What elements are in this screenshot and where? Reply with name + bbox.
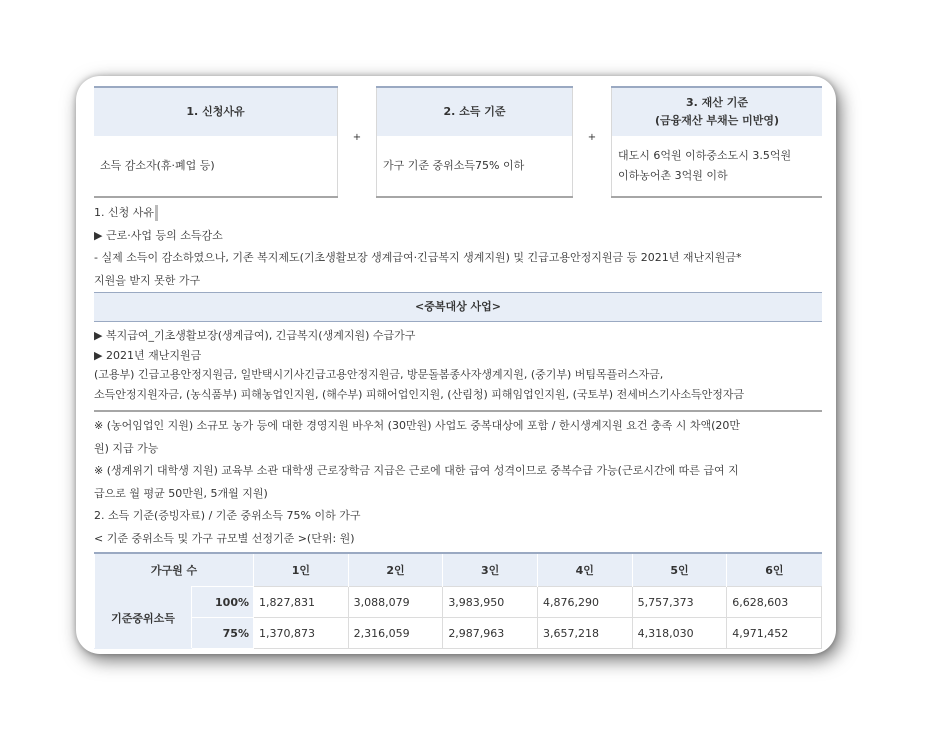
plus-sign-1: +	[338, 87, 377, 197]
asset-value-line1: 대도시 6억원 이하중소도시 3.5억원	[618, 149, 792, 162]
duplicate-line-2: ▶ 2021년 재난지원금	[94, 348, 202, 362]
note2-line2: 급으로 월 평균 50만원, 5개월 지원)	[94, 486, 268, 500]
header-4-person: 4인	[537, 553, 632, 587]
section1-bullet: ▶ 근로·사업 등의 소득감소	[94, 228, 223, 242]
table-cell: 2,316,059	[348, 618, 443, 649]
header-6-person: 6인	[727, 553, 822, 587]
table-cell: 6,628,603	[727, 587, 822, 618]
asset-header-line1: 3. 재산 기준	[686, 96, 748, 109]
table-cell: 3,657,218	[537, 618, 632, 649]
section1-title-row	[94, 202, 822, 225]
duplicate-line-3: (고용부) 긴급고용안정지원금, 일반택시기사긴급고용안정지원금, 방문돌봄종사자생계지원, (중기부) 버팀목플러스자금,	[94, 368, 664, 381]
criteria-value-reason: 소득 감소자(휴·폐업 등)	[94, 136, 338, 197]
document-card	[76, 76, 836, 654]
criteria-value-income: 가구 기준 중위소득75% 이하	[377, 136, 573, 197]
section1-desc-line1: - 실제 소득이 감소하였으나, 기존 복지제도(기초생활보장 생계급여·긴급복지 생계지원) 및 긴급고용안정지원금 등 2021년 재난지원금*	[94, 251, 742, 264]
table-cell: 4,971,452	[727, 618, 822, 649]
section1-desc-line2: 지원을 받지 못한 가구	[94, 273, 201, 287]
duplicate-line-1: ▶ 복지급여_기초생활보장(생계급여), 긴급복지(생계지원) 수급가구	[94, 329, 416, 342]
note1-line2: 원) 지급 가능	[94, 441, 159, 455]
row-pct-100: 100%	[192, 587, 254, 618]
duplicate-line-4: 소득안정지원자금, (농식품부) 피해농업인지원, (해수부) 피해어업인지원, (산림청) 피해임업인지원, (국토부) 전세버스기사소득안정자금	[94, 387, 745, 401]
criteria-header-asset	[612, 87, 823, 136]
section2-title: 2. 소득 기준(증빙자료) / 기준 중위소득 75% 이하 가구	[94, 509, 361, 522]
table-cell: 4,876,290	[537, 587, 632, 618]
row-label-median-income: 기준중위소득	[95, 587, 192, 649]
table-row	[95, 618, 822, 649]
note1-line1: ※ (농어임업인 지원) 소규모 농가 등에 대한 경영지원 바우처 (30만원) 사업도 중복대상에 포함 / 한시생계지원 요건 충족 시 차액(20만	[94, 419, 740, 432]
income-table	[94, 552, 822, 649]
header-1-person: 1인	[254, 553, 349, 587]
row-pct-75: 75%	[192, 618, 254, 649]
header-3-person: 3인	[443, 553, 538, 587]
income-table-header-row	[95, 553, 822, 587]
table-cell: 2,987,963	[443, 618, 538, 649]
table-cell: 3,983,950	[443, 587, 538, 618]
duplicate-box-header: <중복대상 사업>	[94, 292, 822, 322]
table-row	[95, 587, 822, 618]
section2-subtitle: < 기준 중위소득 및 가구 규모별 선정기준 >(단위: 원)	[94, 531, 355, 545]
criteria-header-reason: 1. 신청사유	[94, 87, 338, 136]
note2-line1: ※ (생계위기 대학생 지원) 교육부 소관 대학생 근로장학금 지급은 근로에 대한 급여 성격이므로 중복수급 가능(근로시간에 따른 급여 지	[94, 464, 739, 477]
plus-sign-2: +	[573, 87, 612, 197]
criteria-value-asset	[612, 136, 823, 197]
duplicate-box-body	[94, 322, 822, 412]
asset-value-line2: 이하농어촌 3억원 이하	[618, 169, 728, 182]
criteria-header-income: 2. 소득 기준	[377, 87, 573, 136]
text-cursor	[155, 205, 158, 221]
asset-header-line2: (금융재산 부채는 미반영)	[655, 114, 779, 127]
criteria-table	[94, 86, 822, 198]
header-household-size: 가구원 수	[95, 553, 254, 587]
table-cell: 1,827,831	[254, 587, 349, 618]
table-cell: 4,318,030	[632, 618, 727, 649]
document-content	[94, 86, 822, 649]
table-cell: 1,370,873	[254, 618, 349, 649]
header-5-person: 5인	[632, 553, 727, 587]
table-cell: 5,757,373	[632, 587, 727, 618]
section1-title: 1. 신청 사유	[94, 206, 154, 219]
table-cell: 3,088,079	[348, 587, 443, 618]
header-2-person: 2인	[348, 553, 443, 587]
